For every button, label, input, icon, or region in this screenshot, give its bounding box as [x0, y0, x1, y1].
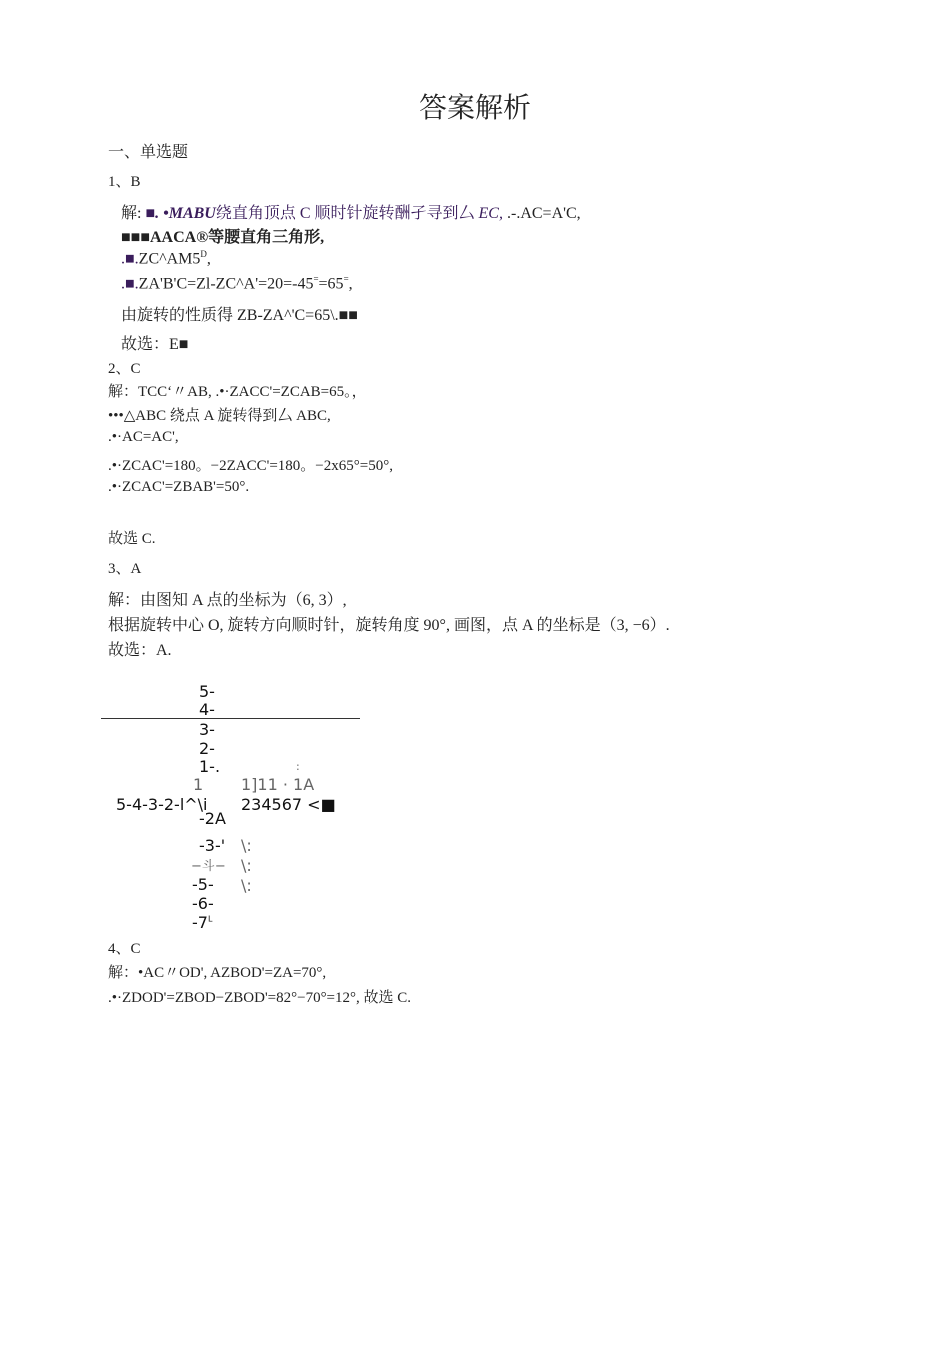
q1-l3-a: .■.	[121, 250, 139, 268]
q1-l1-a: 解:	[121, 205, 142, 222]
y-tick-neg2: -2A	[199, 809, 226, 828]
figure-horizontal-rule	[101, 718, 360, 719]
q3-heading: 3、A	[108, 561, 142, 577]
x-axis-negative-labels: 5-4-3-2-l^\i	[116, 795, 208, 814]
q2-line-6: 故选 C.	[108, 531, 156, 547]
x-axis-top-labels: 1]11 · 1A	[241, 775, 315, 794]
y-tick-2: 2-	[199, 739, 215, 758]
y-tick-4: 4-	[199, 700, 215, 719]
q3-line-2: 根据旋转中心 O, 旋转方向顺时针，旋转角度 90°, 画图，点 A 的坐标是（3, −6）.	[108, 617, 670, 634]
q1-line-2: ■■■AACA®等腰直角三角形,	[121, 229, 325, 246]
graph-slash-1: \:	[241, 836, 252, 855]
q1-l1-b: ■. •MABU	[145, 205, 216, 222]
y-tick-neg5: -5-	[192, 875, 214, 894]
q1-l3-b: ZC^AM5	[138, 250, 201, 268]
q1-line-4	[121, 274, 353, 293]
y-tick-3: 3-	[199, 720, 215, 739]
q1-l4-a: .■.	[121, 275, 139, 293]
q2-line-4: .•·ZCAC'=180。−2ZACC'=180。−2x65°=50°,	[108, 458, 393, 474]
q4-line-2: .•·ZDOD'=ZBOD−ZBOD'=82°−70°=12°, 故选 C.	[108, 990, 412, 1006]
y-tick-5: 5-	[199, 682, 215, 701]
q1-l4-b: ZA'B'C=Zl-ZC^A'=20=-45	[138, 275, 314, 293]
q1-heading: 1、B	[108, 174, 141, 190]
y-tick-neg3: -3-'	[199, 836, 226, 855]
y-tick-neg7-sup: L	[207, 914, 213, 924]
q2-line-2: •••△ABC 绕点 A 旋转得到厶 ABC,	[108, 408, 331, 424]
x-axis-positive-labels: 234567 <■	[241, 795, 336, 814]
section-heading: 一、单选题	[108, 144, 189, 161]
y-tick-1: 1-.	[199, 757, 221, 776]
y-tick-neg4: −斗−	[191, 859, 226, 874]
q1-l1-d: EC,	[478, 205, 503, 222]
q3-line-3: 故选：A.	[108, 642, 172, 659]
graph-one-label: 1	[193, 775, 204, 794]
y-tick-neg7	[192, 913, 212, 932]
q1-l4-c: =65	[318, 275, 344, 293]
y-tick-neg7-text: -7	[192, 913, 208, 932]
graph-slash-2: \:	[241, 856, 252, 875]
graph-slash-3: \:	[241, 876, 252, 895]
q1-l3-sup: D	[200, 249, 207, 259]
q2-line-3: .•·AC=AC',	[108, 429, 179, 445]
q1-line-5: 由旋转的性质得 ZB-ZA^'C=65\.■■	[121, 307, 358, 324]
q1-line-1	[121, 200, 581, 223]
q1-l1-c: 绕直角顶点 C 顺时针旋转酬孑寻到厶	[215, 205, 475, 222]
q1-l3-c: ,	[206, 250, 211, 268]
q1-l4-sup2: =	[343, 274, 349, 284]
q1-l4-d: ,	[348, 275, 353, 293]
graph-dot-mark: :	[296, 760, 300, 773]
q1-line-3	[121, 249, 211, 268]
page-title: 答案解析	[418, 93, 531, 124]
q2-heading: 2、C	[108, 361, 141, 377]
q1-l4-sup1: =	[313, 274, 319, 284]
y-tick-neg6: -6-	[192, 894, 214, 913]
q2-line-1: 解：TCC‘〃AB, .•·ZACC'=ZCAB=65。，	[108, 384, 367, 400]
q1-l1-e: .-.AC=A'C,	[506, 205, 581, 222]
q1-line-6: 故选：E■	[121, 336, 189, 353]
q3-line-1: 解：由图知 A 点的坐标为（6, 3）,	[108, 592, 347, 609]
q2-line-5: .•·ZCAC'=ZBAB'=50°.	[108, 479, 250, 495]
q4-heading: 4、C	[108, 941, 141, 957]
q4-line-1: 解：•AC〃OD', AZBOD'=ZA=70°,	[108, 965, 327, 981]
